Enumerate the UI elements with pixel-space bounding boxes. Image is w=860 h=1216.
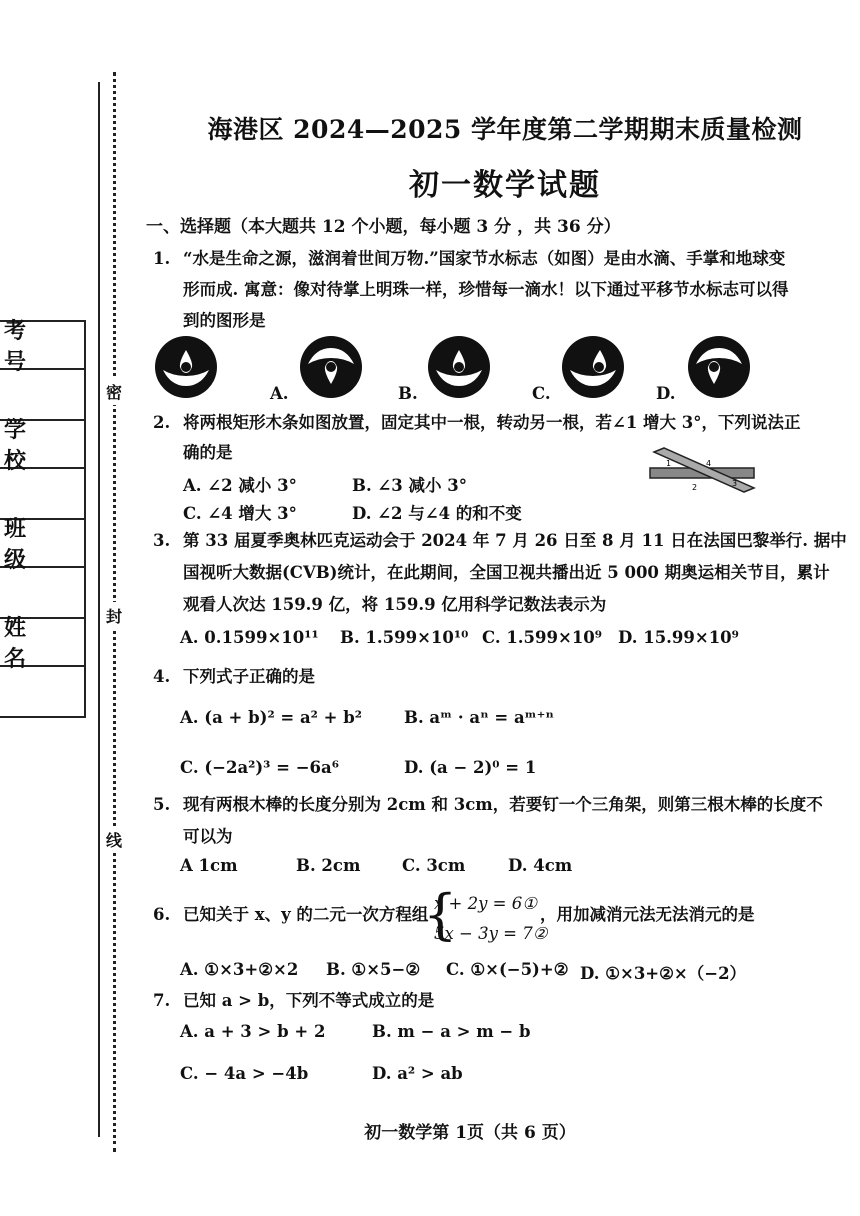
- q1-option-d[interactable]: D.: [656, 384, 676, 403]
- exam-title: 海港区 2024—2025 学年度第二学期期末质量检测: [207, 115, 803, 144]
- q1-line1: “水是生命之源，滋润着世间万物.”国家节水标志（如图）是由水滴、手掌和地球变: [183, 249, 786, 268]
- q2-option-b[interactable]: B. ∠3 减小 3°: [352, 476, 467, 495]
- q7-option-d[interactable]: D. a² > ab: [372, 1064, 463, 1083]
- q2-fig-label-4: 4: [706, 459, 712, 468]
- q5-number: 5.: [153, 795, 171, 814]
- seal-char-feng: 封: [104, 602, 124, 629]
- q3-line1: 第 33 届夏季奥林匹克运动会于 2024 年 7 月 26 日至 8 月 11 日在法国巴黎举行. 据中: [183, 531, 847, 550]
- q2-option-c[interactable]: C. ∠4 增大 3°: [183, 504, 297, 523]
- seal-char-mi: 密: [104, 378, 124, 405]
- exam-number-label: 考 号: [0, 322, 86, 370]
- water-saving-logo-a: [300, 336, 362, 398]
- q1-number: 1.: [153, 249, 171, 268]
- q4-option-a[interactable]: A. (a + b)² = a² + b²: [180, 708, 362, 727]
- q3-line3: 观看人次达 159.9 亿，将 159.9 亿用科学记数法表示为: [183, 595, 607, 614]
- q5-line1: 现有两根木棒的长度分别为 2cm 和 3cm，若要钉一个三角架，则第三根木棒的长度不: [183, 795, 823, 814]
- q6-number: 6.: [153, 905, 171, 924]
- q7-option-b[interactable]: B. m − a > m − b: [372, 1022, 531, 1041]
- q2-fig-label-3: 3: [732, 479, 738, 488]
- q6-tail: ，用加减消元法无法消元的是: [540, 905, 755, 924]
- q5-option-a[interactable]: A 1cm: [180, 856, 238, 875]
- q3-number: 3.: [153, 531, 171, 550]
- q4-option-d[interactable]: D. (a − 2)⁰ = 1: [404, 758, 537, 777]
- class-label: 班 级: [0, 520, 86, 568]
- q6-option-a[interactable]: A. ①×3+②×2: [180, 960, 299, 979]
- section-heading: 一、选择题（本大题共 12 个小题，每小题 3 分 ，共 36 分）: [146, 217, 621, 237]
- q1-option-b[interactable]: B.: [398, 384, 418, 403]
- q7-number: 7.: [153, 991, 171, 1010]
- q6-equation-1: x + 2y = 6①: [434, 894, 538, 913]
- q3-option-c[interactable]: C. 1.599×10⁹: [482, 628, 603, 647]
- water-saving-logo-b: [428, 336, 490, 398]
- exam-subtitle: 初一数学试题: [409, 168, 601, 203]
- q1-option-c[interactable]: C.: [532, 384, 551, 403]
- q1-option-a[interactable]: A.: [270, 384, 289, 403]
- q2-fig-label-2: 2: [692, 483, 698, 492]
- q3-line2: 国视听大数据(CVB)统计，在此期间，全国卫视共播出近 5 000 期奥运相关节目，累计: [183, 563, 830, 582]
- name-label: 姓 名: [0, 619, 86, 667]
- q2-option-d[interactable]: D. ∠2 与∠4 的和不变: [352, 504, 522, 523]
- q2-line1: 将两根矩形木条如图放置，固定其中一根，转动另一根，若∠1 增大 3°，下列说法正: [183, 413, 801, 432]
- q6-lead: 已知关于 x、y 的二元一次方程组: [183, 905, 429, 924]
- q3-option-a[interactable]: A. 0.1599×10¹¹: [180, 628, 319, 647]
- q7-option-c[interactable]: C. − 4a > −4b: [180, 1064, 309, 1083]
- q5-option-b[interactable]: B. 2cm: [296, 856, 361, 875]
- water-saving-logo-original: [155, 336, 217, 398]
- q2-line2: 确的是: [183, 443, 233, 462]
- water-saving-logo-d: [688, 336, 750, 398]
- q6-option-b[interactable]: B. ①×5−②: [326, 960, 421, 979]
- q2-number: 2.: [153, 413, 171, 432]
- q3-option-d[interactable]: D. 15.99×10⁹: [618, 628, 739, 647]
- q5-option-d[interactable]: D. 4cm: [508, 856, 573, 875]
- seal-char-xian: 线: [104, 826, 124, 853]
- water-saving-logo-c: [562, 336, 624, 398]
- q6-system-brace: {: [423, 883, 458, 946]
- q2-wood-strips-figure: [648, 446, 760, 496]
- q5-line2: 可以为: [183, 827, 233, 846]
- q7-option-a[interactable]: A. a + 3 > b + 2: [180, 1022, 326, 1041]
- q4-line1: 下列式子正确的是: [183, 667, 315, 686]
- q6-equation-2: 5x − 3y = 7②: [434, 924, 548, 943]
- q6-option-c[interactable]: C. ①×(−5)+②: [446, 960, 569, 979]
- q3-option-b[interactable]: B. 1.599×10¹⁰: [340, 628, 469, 647]
- binding-solid-line: [98, 82, 100, 1137]
- q5-option-c[interactable]: C. 3cm: [402, 856, 466, 875]
- q4-option-b[interactable]: B. aᵐ · aⁿ = aᵐ⁺ⁿ: [404, 708, 554, 727]
- q4-option-c[interactable]: C. (−2a²)³ = −6a⁶: [180, 758, 339, 777]
- q1-line3: 到的图形是: [183, 311, 266, 330]
- q2-option-a[interactable]: A. ∠2 减小 3°: [183, 476, 297, 495]
- binding-info-table: [0, 320, 86, 718]
- page-footer: 初一数学第 1页（共 6 页）: [364, 1123, 576, 1143]
- q4-number: 4.: [153, 667, 171, 686]
- name-blank[interactable]: [0, 667, 86, 718]
- q6-option-d[interactable]: D. ①×3+②×（−2）: [580, 964, 747, 983]
- school-label: 学 校: [0, 421, 86, 469]
- q7-line1: 已知 a > b，下列不等式成立的是: [183, 991, 435, 1010]
- q1-line2: 形而成. 寓意：像对待掌上明珠一样，珍惜每一滴水！以下通过平移节水标志可以得: [183, 280, 789, 299]
- q2-fig-label-1: 1: [666, 459, 672, 468]
